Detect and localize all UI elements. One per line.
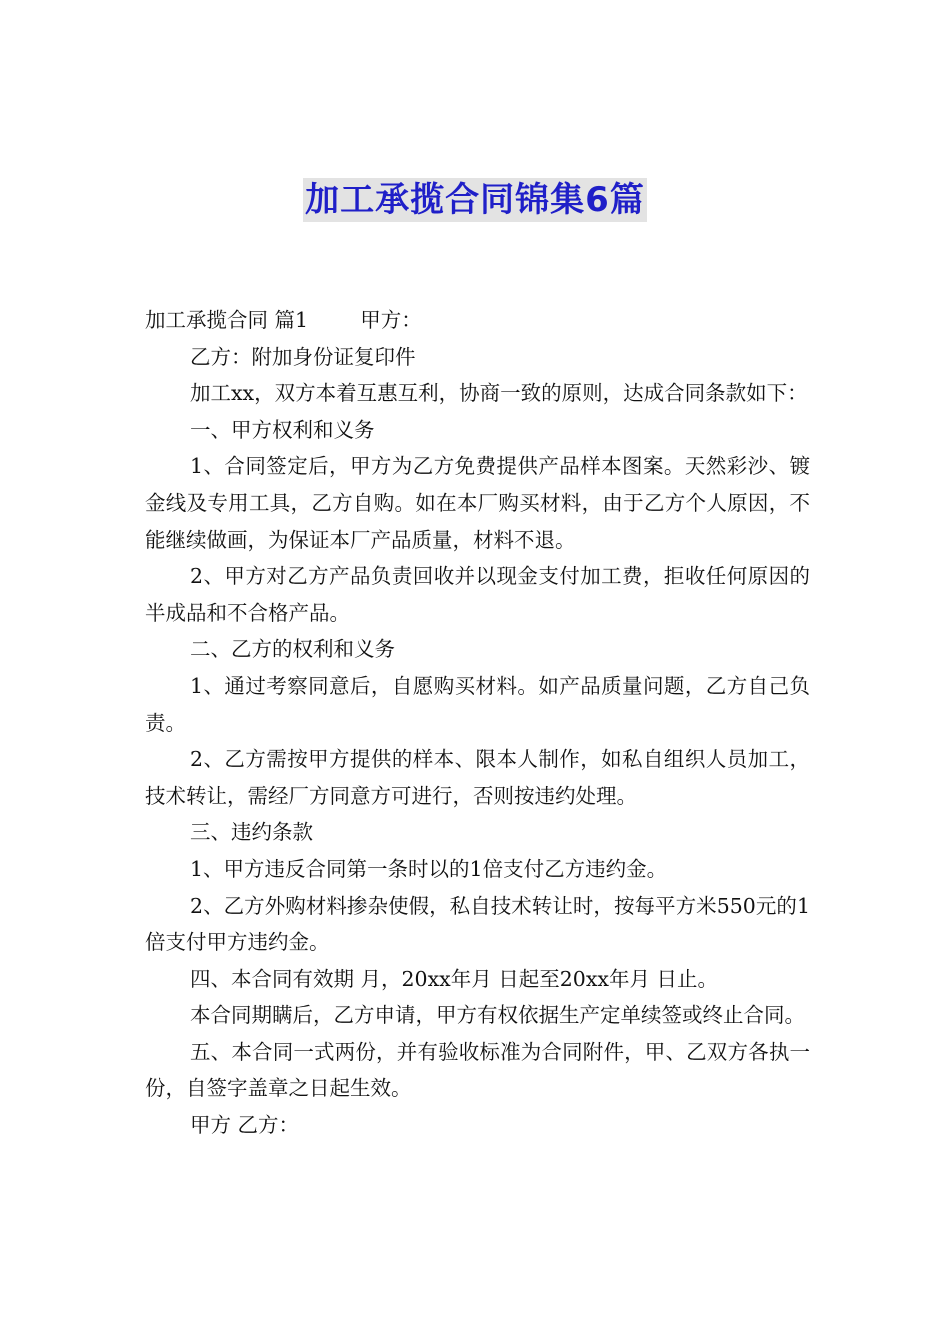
clause-b-2: 2、乙方需按甲方提供的样本、限本人制作，如私自组织人员加工，技术转让，需经厂方同意方可进行，否则按违约处理。 [145, 747, 810, 808]
clause-breach-1: 1、甲方违反合同第一条时以的1倍支付乙方违约金。 [190, 856, 668, 881]
title-container [0, 178, 950, 222]
renewal-paragraph: 本合同期瞒后，乙方申请，甲方有权依据生产定单续签或终止合同。 [190, 1003, 805, 1028]
section-heading-breach: 三、违约条款 [190, 820, 313, 845]
document-title: 加工承揽合同锦集6篇 [305, 180, 645, 220]
party-b-line: 乙方：附加身份证复印件 [190, 344, 416, 369]
section-copies: 五、本合同一式两份，并有验收标准为合同附件，甲、乙双方各执一份，自签字盖章之日起生效。 [145, 1039, 810, 1101]
clause-breach-2: 2、乙方外购材料掺杂使假，私自技术转让时，按每平方米550元的1倍支付甲方违约金。 [145, 893, 810, 955]
document-body [145, 302, 810, 1144]
section-heading-party-a: 一、甲方权利和义务 [190, 417, 375, 442]
clause-a-1: 1、合同签定后，甲方为乙方免费提供产品样本图案。天然彩沙、镀金线及专用工具，乙方自购。如在本厂购买材料，由于乙方个人原因，不能继续做画，为保证本厂产品质量，材料不退。 [145, 454, 810, 552]
clause-b-1: 1、通过考察同意后，自愿购买材料。如产品质量问题，乙方自己负责。 [145, 673, 810, 735]
preamble-paragraph: 加工xx，双方本着互惠互利，协商一致的原则，达成合同条款如下： [190, 381, 808, 406]
contract-heading-line: 加工承揽合同 篇1 甲方： [145, 308, 422, 332]
signature-line: 甲方 乙方： [190, 1113, 300, 1138]
section-validity: 四、本合同有效期 月，20xx年月 日起至20xx年月 日止。 [190, 966, 718, 991]
clause-a-2: 2、甲方对乙方产品负责回收并以现金支付加工费，拒收任何原因的半成品和不合格产品。 [145, 564, 810, 625]
section-heading-party-b: 二、乙方的权利和义务 [190, 637, 395, 662]
